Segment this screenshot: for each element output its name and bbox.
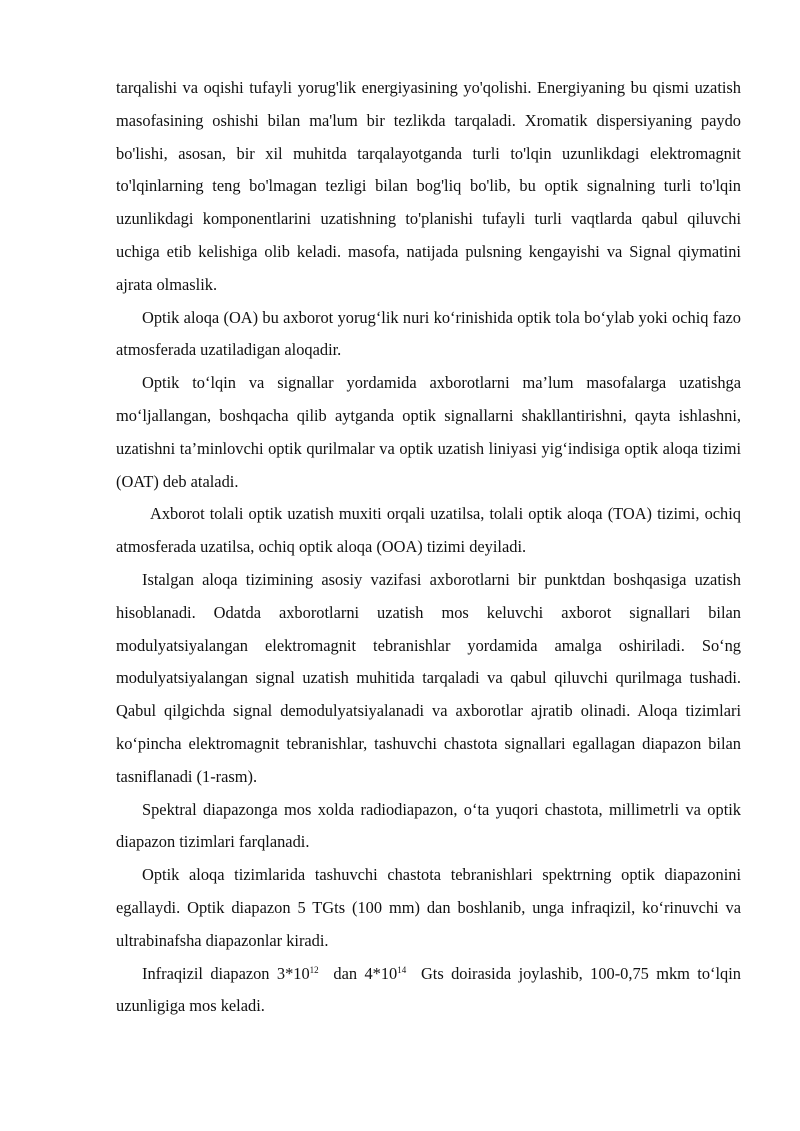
infrared-text-1: Infraqizil diapazon 3*10 [142, 963, 310, 983]
exponent-12: 12 [309, 964, 319, 975]
paragraph-optical-communication: Optik aloqa (OA) bu axborot yorug‘lik nuri ko‘rinishida optik tola bo‘ylab yoki ochiq fazo atmosferada uzatiladigan aloqadir. [116, 307, 741, 360]
paragraph-spectral-ranges: Spektral diapazonga mos xolda radiodiapazon, o‘ta yuqori chastota, millimetrli va optik diapazon tizimlari farqlanadi. [116, 799, 741, 852]
paragraph-infrared-range [116, 958, 746, 1024]
infrared-text-3: Gts doirasida joylashib, 100-0,75 mkm to‘lqin uzunligiga mos keladi. [116, 963, 746, 1016]
paragraph-dispersion: tarqalishi va oqishi tufayli yorug'lik energiyasining yo'qolishi. Energiyaning bu qismi uzatish masofasining oshishi bilan ma'lum bir tezlikda tarqaladi. Xromatik dispersiyaning paydo bo'lishi, asosan, bir xil muhitda tarqalayotganda turli to'lqin uzunlikdagi elektromagnit to'lqinlarning teng bo'lmagan tezligi bilan bog'liq bo'lib, bu optik signalning turli to'lqin uzunlikdagi komponentlarini uzatishning to'planishi tufayli turli vaqtlarda qabul qiluvchi uchiga etib kelishiga olib keladi. masofa, natijada pulsning kengayishi va Signal qiymatini ajrata olmaslik. [116, 78, 741, 294]
document-page [116, 72, 746, 1023]
paragraph-optical-range: Optik aloqa tizimlarida tashuvchi chastota tebranishlari spektrning optik diapazonini egallaydi. Optik diapazon 5 TGts (100 mm) dan boshlanib, unga infraqizil, ko‘rinuvchi va ultrabinafsha diapazonlar kiradi. [116, 865, 741, 950]
paragraph-toa-ooa: Axborot tolali optik uzatish muxiti orqali uzatilsa, tolali optik aloqa (TOA) tizimi, ochiq atmosferada uzatilsa, ochiq optik aloqa (OOA) tizimi deyiladi. [116, 504, 741, 557]
infrared-text-2: dan 4*10 [318, 963, 398, 983]
paragraph-communication-system-task: Istalgan aloqa tizimining asosiy vazifasi axborotlarni bir punktdan boshqasiga uzatish hisoblanadi. Odatda axborotlarni uzatish mos keluvchi axborot signallari bilan modulyatsiyalangan elektromagnit tebranishlar yordamida amalga oshiriladi. So‘ng modulyatsiyalangan signal uzatish muhitida tarqaladi va qabul qiluvchi qurilmaga tushadi. Qabul qilgichda signal demodulyatsiyalanadi va axborotlar ajratib olinadi. Aloqa tizimlari ko‘pincha elektromagnit tebranishlar, tashuvchi chastota signallari egallagan diapazon bilan tasniflanadi (1-rasm). [116, 569, 741, 786]
paragraph-oat-definition: Optik to‘lqin va signallar yordamida axborotlarni ma’lum masofalarga uzatishga mo‘ljallangan, boshqacha qilib aytganda optik signallarni shakllantirishni, qayta ishlashni, uzatishni ta’minlovchi optik qurilmalar va optik uzatish liniyasi yig‘indisiga optik aloqa tizimi (OAT) deb ataladi. [116, 373, 741, 491]
exponent-14: 14 [397, 964, 407, 975]
